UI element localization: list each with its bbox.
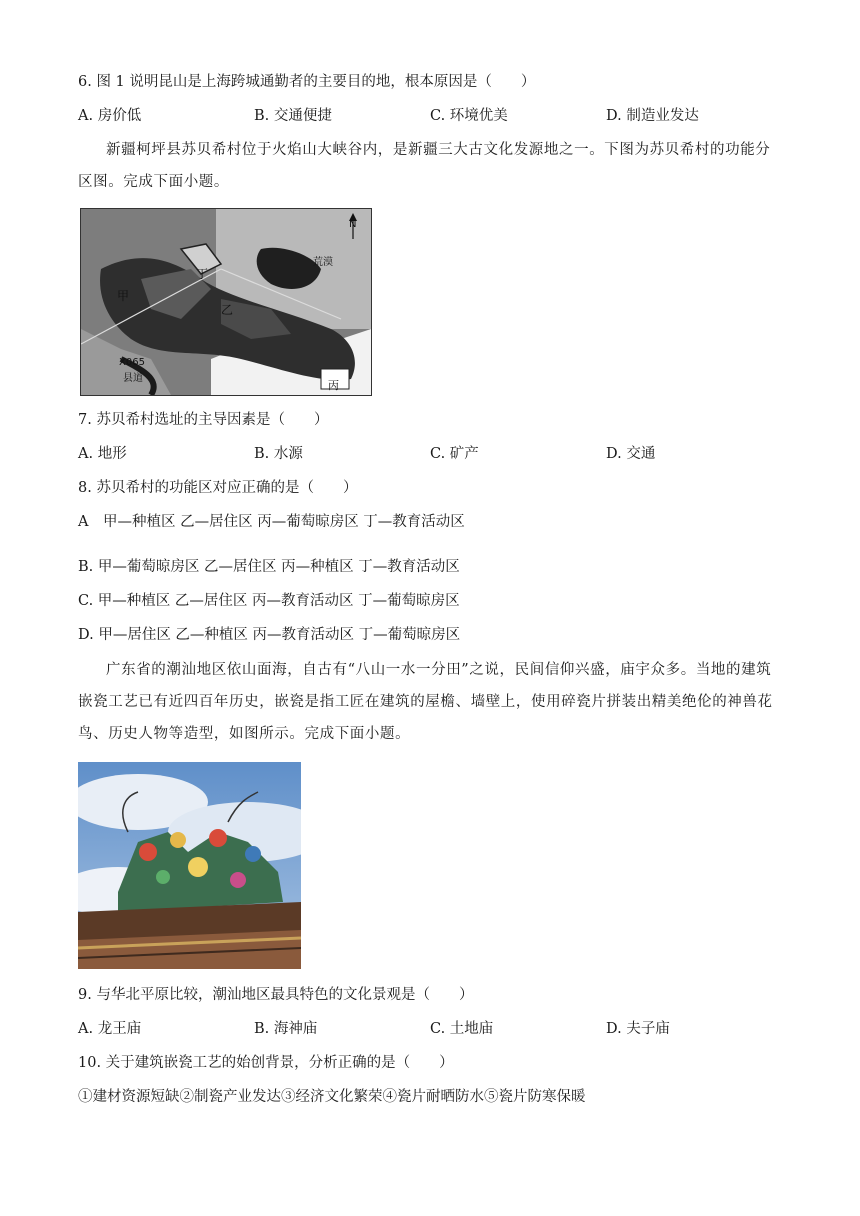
road-code-label: X065 (119, 357, 145, 368)
village-function-map (80, 208, 372, 396)
intro-paragraph-1 (78, 134, 784, 198)
q6-stem: 6. 图 1 说明昆山是上海跨城通勤者的主要目的地，根本原因是（ ） (78, 74, 536, 90)
zone-label-yi: 乙 (221, 303, 234, 317)
intro-paragraph-1-text: 新疆柯坪县苏贝希村位于火焰山大峡谷内，是新疆三大古文化发源地之一。下图为苏贝希村的功能分区图。完成下面小题。 (78, 142, 771, 190)
q7-option-c: C. 矿产 (430, 446, 479, 462)
q9-option-c: C. 土地庙 (430, 1021, 494, 1037)
q8-option-d: D. 甲—居住区 乙—种植区 丙—教育活动区 丁—葡萄晾房区 (78, 627, 461, 643)
zone-label-ding: 丁 (196, 267, 209, 281)
q6-option-a: A. 房价低 (78, 108, 142, 124)
q7-option-d: D. 交通 (606, 446, 656, 462)
q6-option-b: B. 交通便捷 (254, 108, 332, 124)
q9-stem: 9. 与华北平原比较，潮汕地区最具特色的文化景观是（ ） (78, 987, 474, 1003)
q8-stem: 8. 苏贝希村的功能区对应正确的是（ ） (78, 480, 358, 496)
q9-option-a: A. 龙王庙 (78, 1021, 142, 1037)
q8-option-c: C. 甲—种植区 乙—居住区 丙—教育活动区 丁—葡萄晾房区 (78, 593, 460, 609)
q8-option-a: A 甲—种植区 乙—居住区 丙—葡萄晾房区 丁—教育活动区 (78, 514, 465, 530)
q6-option-c: C. 环境优美 (430, 108, 508, 124)
porcelain-inlay-photo (78, 762, 301, 969)
desert-label: 荒漠 (313, 257, 333, 268)
q7-option-b: B. 水源 (254, 446, 303, 462)
intro-paragraph-2 (78, 654, 784, 750)
q10-stem: 10. 关于建筑嵌瓷工艺的始创背景，分析正确的是（ ） (78, 1055, 454, 1071)
zone-label-bing: 丙 (328, 379, 339, 392)
q8-option-b: B. 甲—葡萄晾房区 乙—居住区 丙—种植区 丁—教育活动区 (78, 559, 460, 575)
q10-choices: ①建材资源短缺②制瓷产业发达③经济文化繁荣④瓷片耐晒防水⑤瓷片防寒保暖 (78, 1089, 586, 1105)
north-label: N (349, 219, 357, 230)
intro-paragraph-2-text: 广东省的潮汕地区依山面海，自古有“八山一水一分田”之说，民间信仰兴盛，庙宇众多。当地的建筑嵌瓷工艺已有近四百年历史，嵌瓷是指工匠在建筑的屋檐、墙壁上，使用碎瓷片拼装出精美绝伦的神兽花鸟、历史人物等造型，如图所示。完成下面小题。 (78, 662, 773, 742)
q9-option-b: B. 海神庙 (254, 1021, 318, 1037)
q7-stem: 7. 苏贝希村选址的主导因素是（ ） (78, 412, 329, 428)
photo-graphic (78, 762, 301, 969)
q9-option-d: D. 夫子庙 (606, 1021, 670, 1037)
road-type-label: 县道 (123, 373, 143, 384)
zone-label-jia: 甲 (117, 289, 130, 303)
q7-option-a: A. 地形 (78, 446, 127, 462)
q6-option-d: D. 制造业发达 (606, 108, 699, 124)
